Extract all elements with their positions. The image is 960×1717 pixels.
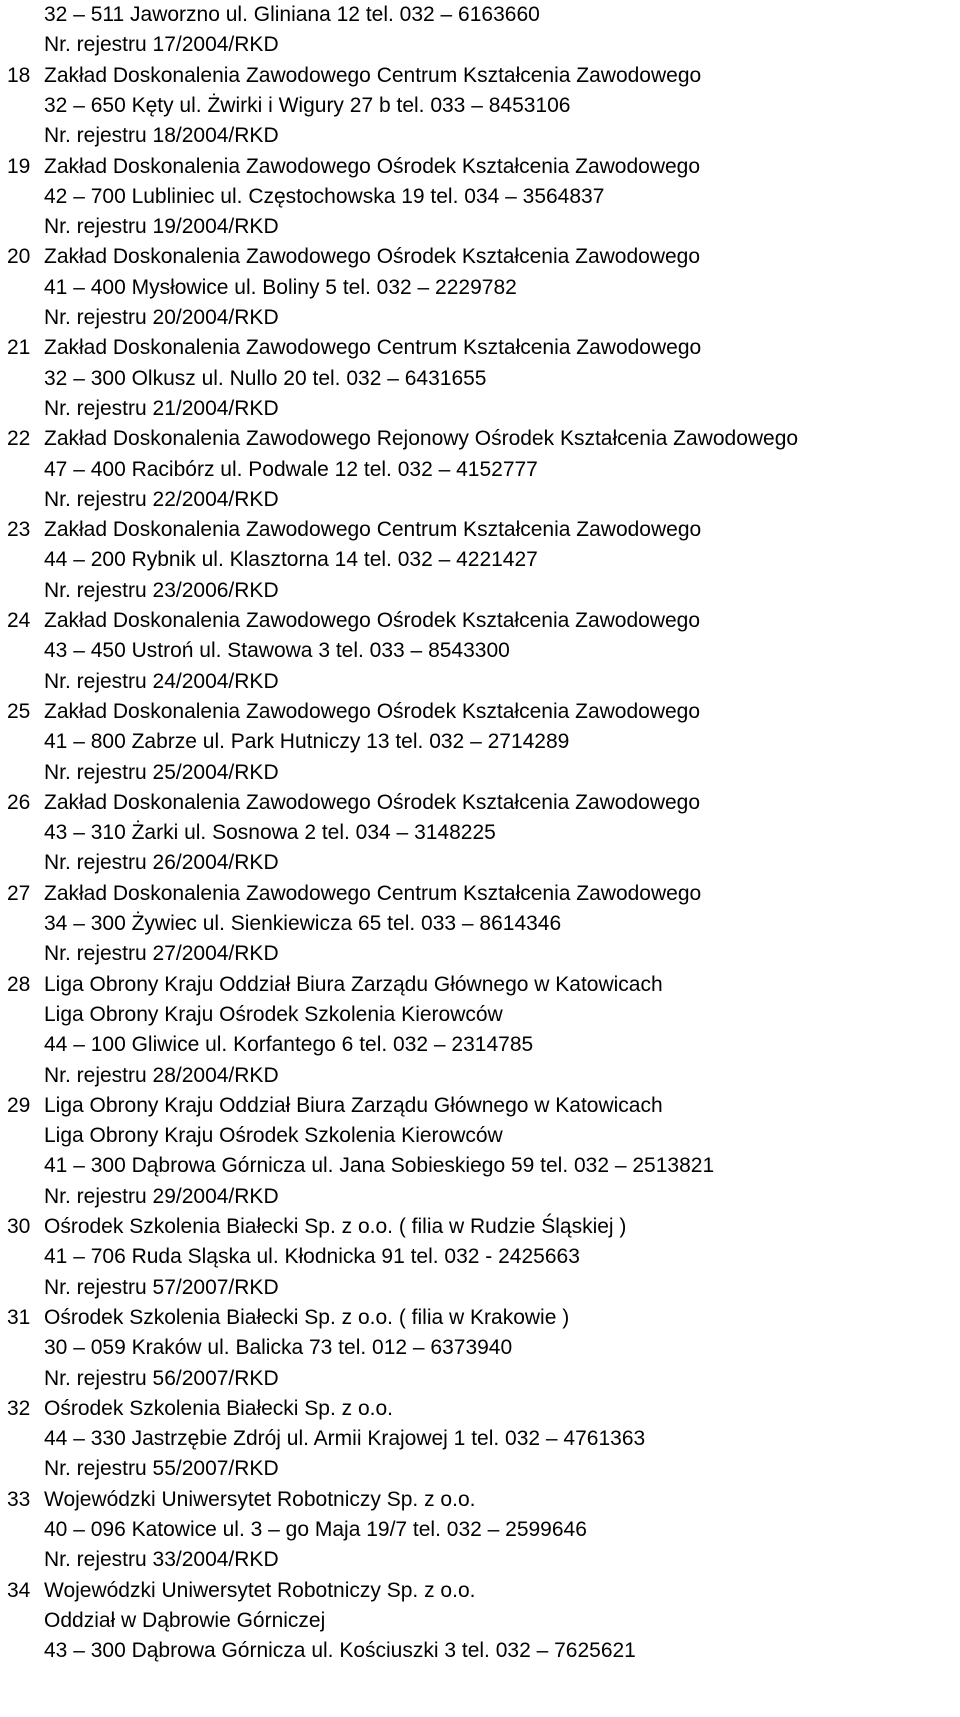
line-text: 32 – 511 Jaworzno ul. Gliniana 12 tel. 032 – 6163660 bbox=[44, 3, 540, 26]
document-line bbox=[0, 1454, 960, 1484]
entry-number: 23 bbox=[7, 518, 31, 542]
line-text: Nr. rejestru 33/2004/RKD bbox=[44, 1548, 279, 1572]
line-text: 44 – 330 Jastrzębie Zdrój ul. Armii Krajowej 1 tel. 032 – 4761363 bbox=[44, 1427, 646, 1451]
line-text: Zakład Doskonalenia Zawodowego Centrum Kształcenia Zawodowego bbox=[44, 518, 702, 542]
entry-number: 27 bbox=[7, 881, 31, 905]
document-line bbox=[0, 424, 960, 454]
document-line bbox=[0, 1485, 960, 1515]
line-text: Nr. rejestru 28/2004/RKD bbox=[44, 1063, 279, 1087]
entry-number: 24 bbox=[7, 609, 31, 632]
document-line bbox=[0, 939, 960, 969]
document-line bbox=[0, 727, 960, 757]
document-line bbox=[0, 1424, 960, 1454]
document-line bbox=[0, 515, 960, 545]
line-text: Nr. rejestru 25/2004/RKD bbox=[44, 760, 279, 784]
line-text: 44 – 100 Gliwice ul. Korfantego 6 tel. 032 – 2314785 bbox=[44, 1033, 534, 1057]
line-text: Wojewódzki Uniwersytet Robotniczy Sp. z o.o. bbox=[44, 1578, 476, 1602]
line-text: Liga Obrony Kraju Oddział Biura Zarządu Głównego w Katowicach bbox=[44, 1093, 663, 1117]
entry-number: 33 bbox=[7, 1487, 31, 1511]
document-line bbox=[0, 1212, 960, 1242]
line-text: Nr. rejestru 27/2004/RKD bbox=[44, 942, 279, 966]
line-text: Oddział w Dąbrowie Górniczej bbox=[44, 1608, 326, 1632]
line-text: Nr. rejestru 23/2006/RKD bbox=[44, 578, 279, 602]
entry-number: 21 bbox=[7, 336, 31, 360]
line-text: 32 – 650 Kęty ul. Żwirki i Wigury 27 b tel. 033 – 8453106 bbox=[44, 93, 571, 117]
line-text: Liga Obrony Kraju Ośrodek Szkolenia Kierowców bbox=[44, 1124, 503, 1148]
entry-number: 18 bbox=[7, 63, 31, 87]
entry-number: 29 bbox=[7, 1093, 31, 1117]
document-line bbox=[0, 1333, 960, 1363]
document-line bbox=[0, 1636, 960, 1666]
entry-number: 20 bbox=[7, 245, 31, 269]
line-text: Zakład Doskonalenia Zawodowego Ośrodek Kształcenia Zawodowego bbox=[44, 699, 701, 723]
document-line bbox=[0, 848, 960, 878]
line-text: Zakład Doskonalenia Zawodowego Rejonowy Ośrodek Kształcenia Zawodowego bbox=[44, 427, 799, 451]
line-text: Nr. rejestru 57/2007/RKD bbox=[44, 1275, 279, 1299]
document-line bbox=[0, 545, 960, 575]
line-text: Nr. rejestru 56/2007/RKD bbox=[44, 1366, 279, 1390]
document-line bbox=[0, 758, 960, 788]
document-line bbox=[0, 0, 960, 30]
document-line bbox=[0, 485, 960, 515]
line-text: Nr. rejestru 24/2004/RKD bbox=[44, 669, 279, 693]
line-text: 34 – 300 Żywiec ul. Sienkiewicza 65 tel. 033 – 8614346 bbox=[44, 912, 562, 935]
line-text: Nr. rejestru 19/2004/RKD bbox=[44, 215, 279, 239]
document-line bbox=[0, 152, 960, 182]
document-line bbox=[0, 455, 960, 485]
line-text: 30 – 059 Kraków ul. Balicka 73 tel. 012 – 6373940 bbox=[44, 1336, 513, 1360]
document-line bbox=[0, 242, 960, 272]
line-text: Zakład Doskonalenia Zawodowego Ośrodek Kształcenia Zawodowego bbox=[44, 609, 701, 632]
document-line bbox=[0, 970, 960, 1000]
document-line bbox=[0, 182, 960, 212]
line-text: Zakład Doskonalenia Zawodowego Ośrodek Kształcenia Zawodowego bbox=[44, 245, 701, 269]
document-line bbox=[0, 303, 960, 333]
document-line bbox=[0, 1091, 960, 1121]
line-text: 41 – 400 Mysłowice ul. Boliny 5 tel. 032 – 2229782 bbox=[44, 275, 517, 299]
document-line bbox=[0, 61, 960, 91]
line-text: Nr. rejestru 20/2004/RKD bbox=[44, 306, 279, 329]
line-text: 43 – 450 Ustroń ul. Stawowa 3 tel. 033 – 8543300 bbox=[44, 639, 510, 663]
line-text: Zakład Doskonalenia Zawodowego Ośrodek Kształcenia Zawodowego bbox=[44, 790, 701, 814]
line-text: 41 – 300 Dąbrowa Górnicza ul. Jana Sobieskiego 59 tel. 032 – 2513821 bbox=[44, 1154, 715, 1178]
document-line bbox=[0, 121, 960, 151]
line-text: 47 – 400 Racibórz ul. Podwale 12 tel. 032 – 4152777 bbox=[44, 457, 538, 481]
document-line bbox=[0, 364, 960, 394]
line-text: Nr. rejestru 26/2004/RKD bbox=[44, 851, 279, 875]
line-text: Nr. rejestru 17/2004/RKD bbox=[44, 33, 279, 57]
line-text: Nr. rejestru 29/2004/RKD bbox=[44, 1184, 279, 1208]
line-text: Zakład Doskonalenia Zawodowego Ośrodek Kształcenia Zawodowego bbox=[44, 154, 701, 178]
document-line bbox=[0, 1030, 960, 1060]
document-line bbox=[0, 394, 960, 424]
line-text: Nr. rejestru 55/2007/RKD bbox=[44, 1457, 279, 1481]
entry-number: 25 bbox=[7, 699, 31, 723]
line-text: Nr. rejestru 21/2004/RKD bbox=[44, 396, 279, 420]
document-line bbox=[0, 273, 960, 303]
line-text: Nr. rejestru 18/2004/RKD bbox=[44, 124, 279, 148]
line-text: Ośrodek Szkolenia Białecki Sp. z o.o. ( filia w Rudzie Śląskiej ) bbox=[44, 1215, 627, 1238]
line-text: 43 – 310 Żarki ul. Sosnowa 2 tel. 034 – 3148225 bbox=[44, 821, 496, 845]
entry-number: 30 bbox=[7, 1215, 31, 1238]
line-text: 41 – 800 Zabrze ul. Park Hutniczy 13 tel. 032 – 2714289 bbox=[44, 730, 570, 754]
entry-number: 26 bbox=[7, 790, 31, 814]
entry-number: 28 bbox=[7, 972, 31, 996]
entry-number: 22 bbox=[7, 427, 31, 451]
line-text: 44 – 200 Rybnik ul. Klasztorna 14 tel. 032 – 4221427 bbox=[44, 548, 538, 572]
document-line bbox=[0, 1121, 960, 1151]
document-line bbox=[0, 1273, 960, 1303]
document-line bbox=[0, 818, 960, 848]
document-line bbox=[0, 333, 960, 363]
line-text: Nr. rejestru 22/2004/RKD bbox=[44, 487, 279, 511]
document-line bbox=[0, 212, 960, 242]
line-text: Liga Obrony Kraju Oddział Biura Zarządu Głównego w Katowicach bbox=[44, 972, 663, 996]
document-line bbox=[0, 91, 960, 121]
document-line bbox=[0, 1606, 960, 1636]
entry-number: 31 bbox=[7, 1305, 31, 1329]
line-text: Wojewódzki Uniwersytet Robotniczy Sp. z o.o. bbox=[44, 1487, 476, 1511]
document-line bbox=[0, 1364, 960, 1394]
entry-number: 19 bbox=[7, 154, 31, 178]
line-text: 40 – 096 Katowice ul. 3 – go Maja 19/7 tel. 032 – 2599646 bbox=[44, 1518, 587, 1541]
document-line bbox=[0, 909, 960, 939]
document-line bbox=[0, 1151, 960, 1181]
document-line bbox=[0, 606, 960, 636]
line-text: 43 – 300 Dąbrowa Górnicza ul. Kościuszki 3 tel. 032 – 7625621 bbox=[44, 1639, 636, 1663]
document-line bbox=[0, 1303, 960, 1333]
document-line bbox=[0, 1576, 960, 1606]
document-line bbox=[0, 697, 960, 727]
document-line bbox=[0, 879, 960, 909]
document-line bbox=[0, 1182, 960, 1212]
document-line bbox=[0, 1545, 960, 1575]
line-text: Ośrodek Szkolenia Białecki Sp. z o.o. ( filia w Krakowie ) bbox=[44, 1305, 570, 1329]
document-line bbox=[0, 636, 960, 666]
document-line bbox=[0, 1515, 960, 1545]
line-text: 32 – 300 Olkusz ul. Nullo 20 tel. 032 – 6431655 bbox=[44, 366, 487, 390]
line-text: Zakład Doskonalenia Zawodowego Centrum Kształcenia Zawodowego bbox=[44, 63, 702, 87]
line-text: Ośrodek Szkolenia Białecki Sp. z o.o. bbox=[44, 1396, 394, 1420]
line-text: Zakład Doskonalenia Zawodowego Centrum Kształcenia Zawodowego bbox=[44, 336, 702, 360]
entry-number: 34 bbox=[7, 1578, 31, 1602]
document-line bbox=[0, 1000, 960, 1030]
document-line bbox=[0, 576, 960, 606]
entry-number: 32 bbox=[7, 1396, 31, 1420]
document-line bbox=[0, 788, 960, 818]
document-line bbox=[0, 667, 960, 697]
line-text: 42 – 700 Lubliniec ul. Częstochowska 19 tel. 034 – 3564837 bbox=[44, 184, 605, 208]
document-line bbox=[0, 1394, 960, 1424]
document-line bbox=[0, 1061, 960, 1091]
document-line bbox=[0, 30, 960, 60]
document-line bbox=[0, 1242, 960, 1272]
line-text: Zakład Doskonalenia Zawodowego Centrum Kształcenia Zawodowego bbox=[44, 881, 702, 905]
line-text: Liga Obrony Kraju Ośrodek Szkolenia Kierowców bbox=[44, 1002, 503, 1026]
line-text: 41 – 706 Ruda Sląska ul. Kłodnicka 91 tel. 032 - 2425663 bbox=[44, 1245, 580, 1269]
